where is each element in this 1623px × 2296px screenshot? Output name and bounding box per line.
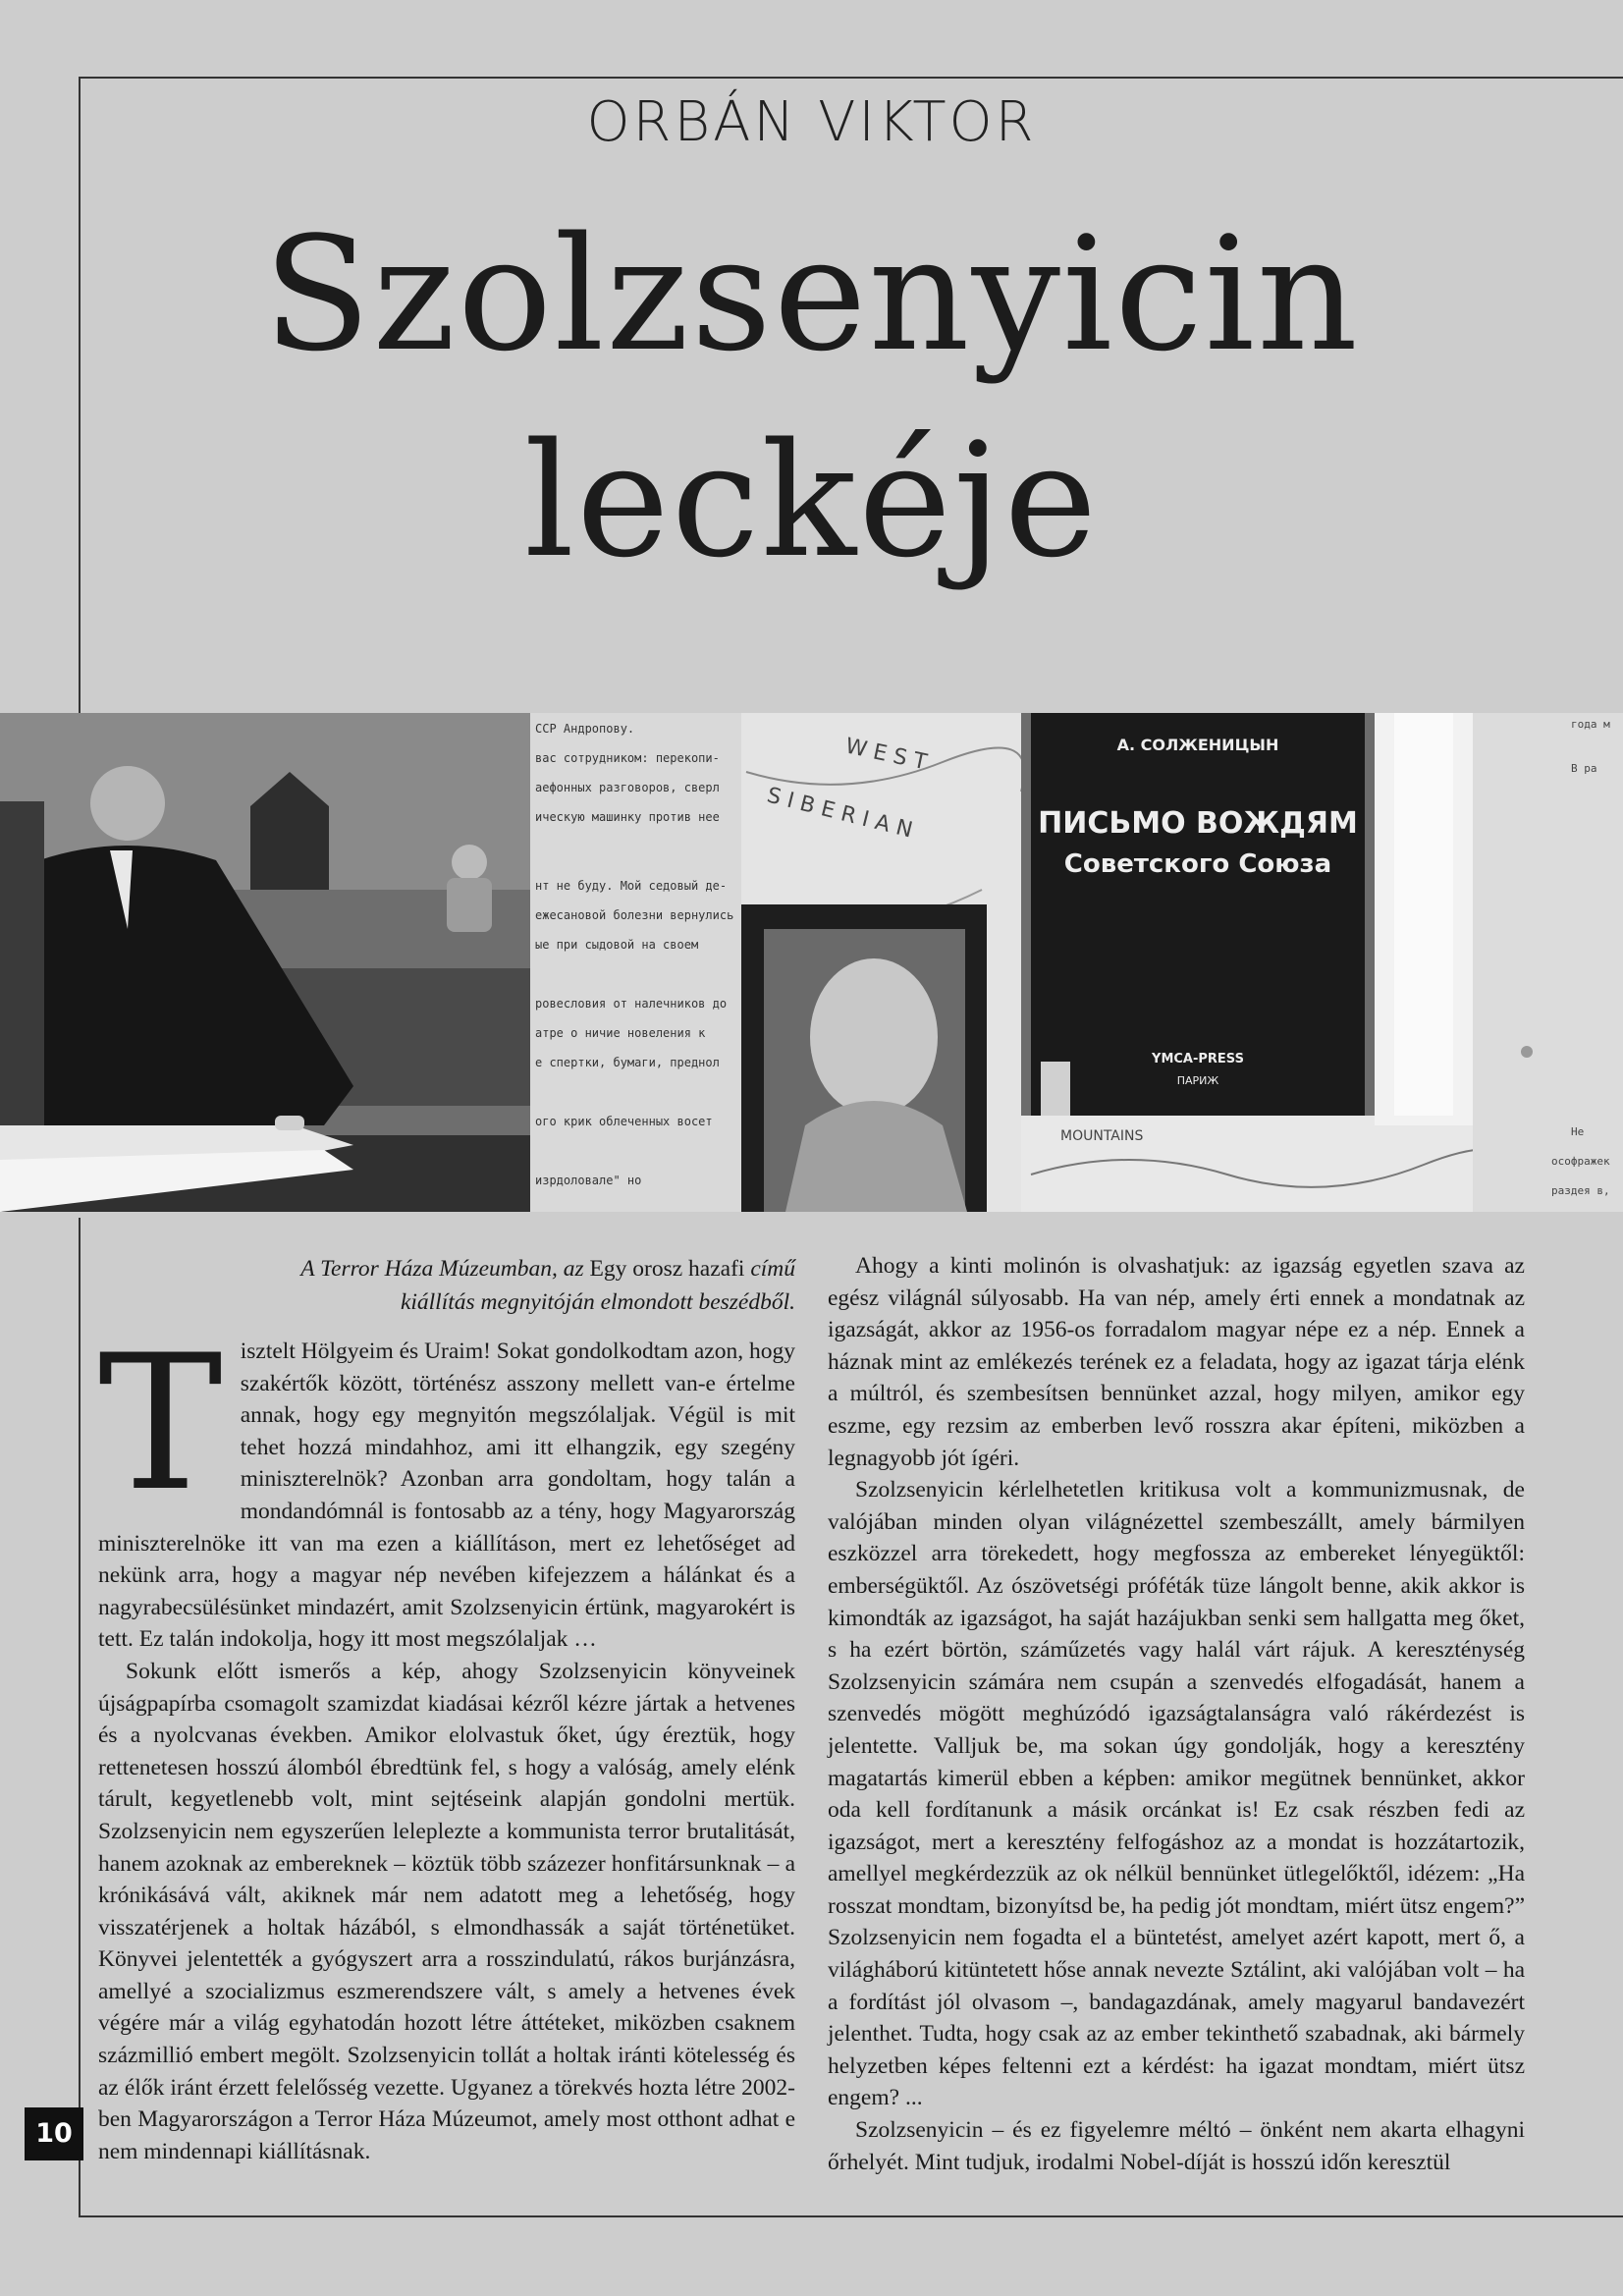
book-author: А. СОЛЖЕНИЦЫН	[1116, 736, 1279, 754]
paragraph: Sokunk előtt ismerős a kép, ahogy Szolzsenyicin könyveinek újságpapírba csomagolt szamizdat kiadásai kézről kézre jártak a hetvenes és a nyolcvanas években. Amikor elolvastuk őket, úgy éreztük, hogy rettenetesen hosszú álomból ébredtünk fel, s hogy a valóság, amely elénk tárult, kegyetlenebb volt, mint sejtéseink alapján gondolni mertük. Szolzsenyicin nem egyszerűen leleplezte a kommunista terror brutalitását, hanem azoknak az embereknek – köztük több százezer honfitársunknak – a krónikásává vált, akiknek már nem adatott meg a lehetőség, hogy visszatérjenek a holtak házából, s elmondhassák a saját történetüket. Könyvei jelentették a gyógyszert arra a rosszindulatú, rákos burjánzásra, amellyé a szocializmus eszmerendszere vált, s amely a hetvenes évek végére már a világ egyhatodán hozott létre áttéteket, miközben csaknem százmillió embert megölt. Szolzsenyicin tollát a holtak iránti kötelesség és az élők iránt érzett felelősség vezette. Ugyanez a törekvés hozta létre 2002-ben Magyarországon a Terror Háza Múzeumot, amely most otthont adhat e nem mindennapi kiállításnak.	[98, 1658, 795, 2164]
svg-text:нт не буду. Мой седовый де-: нт не буду. Мой седовый де-	[535, 879, 728, 893]
intro-part3: című	[750, 1256, 795, 1282]
article-title-line2: leckéje	[523, 409, 1100, 592]
map-label-west: W E S T	[842, 734, 930, 776]
svg-text:аефонных разговоров, сверл: аефонных разговоров, сверл	[535, 781, 720, 794]
svg-text:ССР Андропову.: ССР Андропову.	[535, 722, 635, 736]
author-name: ORBÁN VIKTOR	[586, 90, 1037, 154]
paragraph: Ahogy a kinti molinón is olvashatjuk: az igazság egyetlen szava az egész világnál súlyosabb. Ha van nép, amely érti ennek a mondatnak az igazságát, akkor az 1956-os forradalom magyar népe ez a nép. Ennek a háznak mint az emlékezés terének ez a feladata, hogy az igazat tárja elénk a múltról, és szembesítsen bennünket azzal, hogy milyen, amikor egy eszme, egy rezsim az emberben levő rosszra akar építeni, miközben a legnagyobb jót ígéri.	[828, 1253, 1525, 1471]
collage-photo	[0, 713, 1623, 1212]
svg-text:вас сотрудником: перекопи-: вас сотрудником: перекопи-	[535, 751, 720, 765]
article-title-line1: Szolzsenyicin	[263, 202, 1360, 386]
intro-caption	[245, 1252, 795, 1319]
frame-bottom-rule	[79, 2215, 1623, 2217]
speaker-portrait	[90, 766, 165, 841]
intro-line2: kiállítás megnyitóján elmondott beszédből.	[400, 1289, 795, 1315]
left-column	[98, 1315, 795, 2167]
frame-left-rule-lower	[79, 1218, 81, 2217]
paragraph: Szolzsenyicin kérlelhetetlen kritikusa volt a kommunizmusnak, de valójában minden olyan világnézettel szembeszállt, amely bármilyen eszközzel arra törekedett, hogy megfossza az embereket lényegüktől: emberségüktől. Az ószövetségi próféták tüze lángolt benne, akik akkor is kimondták az igazságot, ha saját hazájukban senki sem hallgatta meg őket, s ha ezért börtön, száműzetés vagy halál várt rájuk. A kereszténység Szolzsenyicin számára nem csupán a szenvedés elfogadását, hanem a szenvedés mögött meghúzódó igazságtalanságra való rákérdezést is jelentette. Valljuk be, ma sokan úgy gondolják, hogy a keresztény magatartás kimerül ebben a képben: amikor megütnek bennünket, akkor oda kell fordítanunk a másik orcánkat is! Ez csak részben fedi az igazságot, mert a keresztény felfogáshoz az a mondat is hozzátartozik, amellyel megkérdezzük az ok nélkül bennünket ütlegelőktől, idézem: „Ha rosszat mondtam, bizonyítsd be, ha pedig jót mondtam, miért ütsz engem?” Szolzsenyicin nem fogadta el a büntetést, amelyet azért kapott, mert ő, a világháború kitüntetett hőse annak nevezte Sztálint, aki valójában volt – ha a fordítást jól olvasom –, bandagazdának, amely magyarul bandavezért jelenthet. Tudta, hogy csak az az ember tekinthető szabadnak, aki bármely helyzetben képes feltenni ezt a kérdést: ha igazat mondtam, miért ütsz engem? ...	[828, 1477, 1525, 2111]
right-column	[828, 1250, 1525, 2178]
intro-part2: Egy orosz hazafi	[583, 1256, 751, 1282]
svg-text:Не: Не	[1571, 1125, 1585, 1138]
svg-text:ическую машинку против нее: ическую машинку против нее	[535, 810, 720, 824]
map-label-siberian: S I B E R I A N	[764, 783, 915, 844]
frame-top-rule	[79, 77, 1623, 79]
book-title-line2: Советского Союза	[1063, 849, 1332, 879]
house-silhouette	[250, 806, 329, 890]
paragraph: Szolzsenyicin – és ez figyelemre méltó – önként nem akarta elhagyni őrhelyét. Mint tudjuk, irodalmi Nobel-díját is hosszú időn keresztül	[828, 2117, 1525, 2175]
paragraph: isztelt Hölgyeim és Uraim! Sokat gondolkodtam azon, hogy szakértők között, történész asszony mellett van-e értelme annak, hogy egy megnyitón megszólaljak. Végül is mit tehet hozzá mindahhoz, ami itt elhangzik, egy szegény miniszterelnök? Azonban arra gondoltam, hogy talán a mondandómnál is fontosabb az a tény, hogy Magyarország miniszterelnöke itt van ma ezen a kiállításon, mert ez lehetőséget ad nekünk arra, hogy a magyar nép nevében kifejezzem a hálánkat és a nagyrabecsülésünket mindazért, amit Szolzsenyicin értünk, magyarokért is tett. Ez talán indokolja, hogy itt most megszólaljak …	[98, 1339, 795, 1653]
svg-text:В ра: В ра	[1571, 762, 1597, 775]
drop-cap: T	[98, 1315, 223, 1532]
frame-left-rule	[79, 77, 81, 713]
map-label-mountains: MOUNTAINS	[1060, 1128, 1144, 1144]
svg-text:ософражек: ософражек	[1551, 1155, 1610, 1168]
svg-text:атре о ничие новеления к: атре о ничие новеления к	[535, 1026, 706, 1040]
svg-text:ежесановой болезни вернулись: ежесановой болезни вернулись	[535, 908, 734, 922]
book-city: ПАРИЖ	[1176, 1074, 1219, 1087]
svg-text:изрдоловале" но: изрдоловале" но	[535, 1174, 642, 1187]
book-title-line1: ПИСЬМО ВОЖДЯМ	[1038, 806, 1358, 841]
svg-text:ровесловия от налечников до: ровесловия от налечников до	[535, 997, 728, 1011]
intro-part1: A Terror Háza Múzeumban, az	[300, 1256, 584, 1282]
book-publisher: YMCA-PRESS	[1152, 1052, 1244, 1066]
svg-text:е спертки, бумаги, преднол: е спертки, бумаги, преднол	[535, 1056, 720, 1069]
svg-text:года м: года м	[1571, 718, 1610, 731]
page-number: 10	[25, 2107, 83, 2160]
svg-text:раздея в,: раздея в,	[1551, 1184, 1610, 1197]
svg-text:ые при сыдовой на своем: ые при сыдовой на своем	[535, 938, 699, 952]
svg-text:ого крик облеченных восет: ого крик облеченных восет	[535, 1115, 713, 1128]
